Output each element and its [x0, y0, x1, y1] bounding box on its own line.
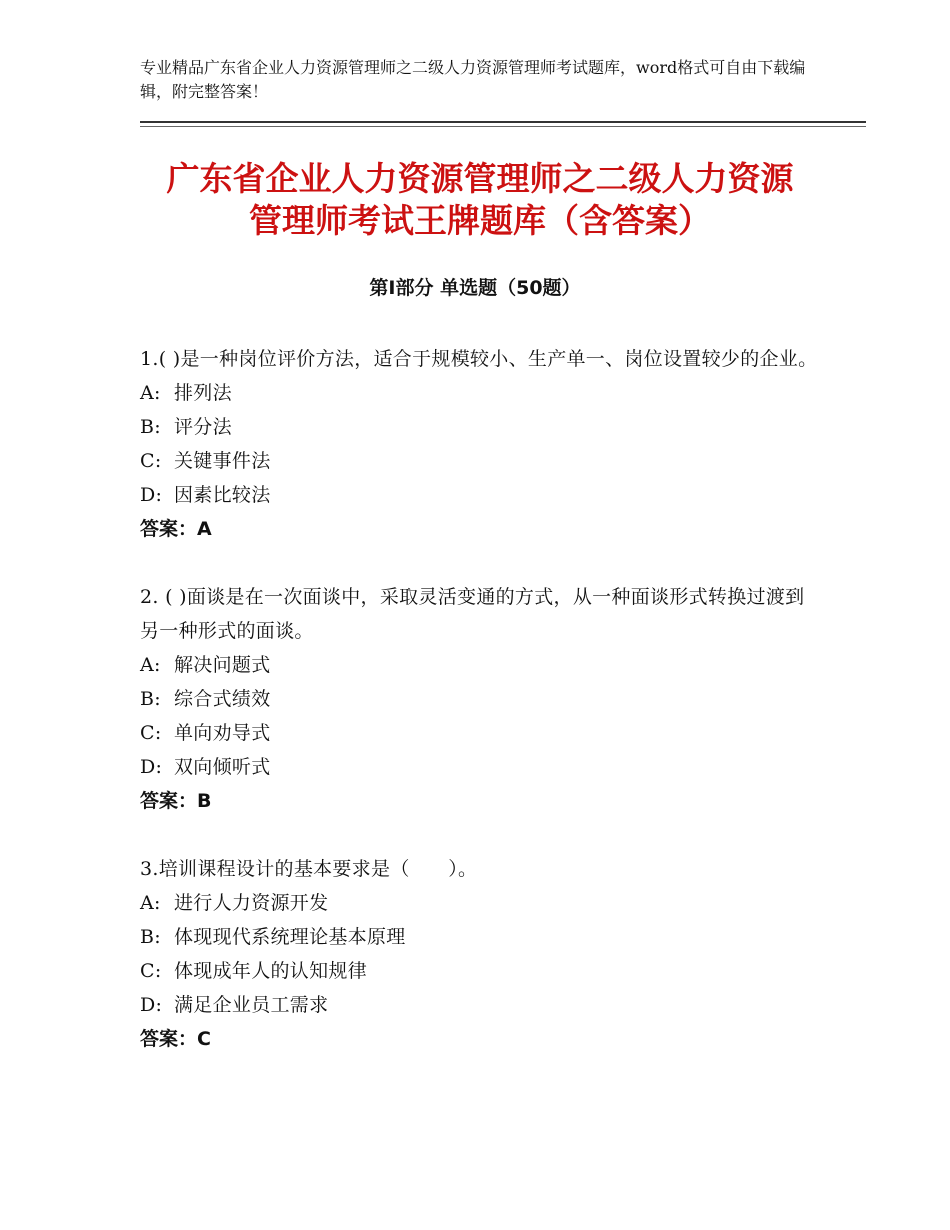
question-3 — [140, 852, 820, 1056]
document-title-line-1: 广东省企业人力资源管理师之二级人力资源 — [166, 159, 794, 198]
header-rule-thin — [140, 126, 866, 127]
option-letter: B: — [140, 926, 161, 948]
option-b — [140, 682, 820, 716]
question-answer: 答案：A — [140, 518, 212, 540]
option-c — [140, 954, 820, 988]
option-text: 进行人力资源开发 — [174, 892, 329, 914]
option-text: 体现现代系统理论基本原理 — [174, 926, 406, 948]
option-letter: A: — [140, 654, 161, 676]
option-c — [140, 444, 820, 478]
option-text: 排列法 — [174, 382, 232, 404]
document-title-line-2: 管理师考试王牌题库（含答案） — [249, 201, 711, 240]
option-letter: C: — [140, 450, 162, 472]
header-note: 专业精品广东省企业人力资源管理师之二级人力资源管理师考试题库，word格式可自由下载编辑，附完整答案！ — [140, 58, 806, 101]
option-text: 评分法 — [174, 416, 232, 438]
option-d — [140, 478, 820, 512]
question-1 — [140, 342, 820, 546]
option-text: 体现成年人的认知规律 — [174, 960, 368, 982]
option-a — [140, 886, 820, 920]
option-b — [140, 410, 820, 444]
question-stem: 1.( )是一种岗位评价方法，适合于规模较小、生产单一、岗位设置较少的企业。 — [140, 348, 818, 370]
option-letter: A: — [140, 382, 161, 404]
question-stem: 2. ( )面谈是在一次面谈中，采取灵活变通的方式，从一种面谈形式转换过渡到另一种形式的面谈。 — [140, 586, 805, 642]
option-text: 满足企业员工需求 — [174, 994, 329, 1016]
question-2 — [140, 580, 820, 818]
option-letter: B: — [140, 416, 161, 438]
option-b — [140, 920, 820, 954]
option-letter: A: — [140, 892, 161, 914]
option-c — [140, 716, 820, 750]
document-title — [100, 158, 860, 242]
question-answer: 答案：B — [140, 790, 212, 812]
option-letter: D: — [140, 994, 163, 1016]
question-answer: 答案：C — [140, 1028, 211, 1050]
option-letter: B: — [140, 688, 161, 710]
section-heading: 第Ⅰ部分 单选题（50题） — [369, 277, 581, 299]
option-text: 双向倾听式 — [174, 756, 271, 778]
option-text: 单向劝导式 — [174, 722, 271, 744]
option-letter: C: — [140, 722, 162, 744]
option-letter: D: — [140, 484, 163, 506]
option-letter: D: — [140, 756, 163, 778]
option-text: 综合式绩效 — [174, 688, 271, 710]
option-text: 因素比较法 — [174, 484, 271, 506]
option-a — [140, 648, 820, 682]
header-rule-thick — [140, 121, 866, 123]
question-list — [140, 342, 820, 1090]
question-stem: 3.培训课程设计的基本要求是（ ）。 — [140, 858, 478, 880]
option-d — [140, 988, 820, 1022]
option-text: 解决问题式 — [174, 654, 271, 676]
option-letter: C: — [140, 960, 162, 982]
option-a — [140, 376, 820, 410]
option-d — [140, 750, 820, 784]
option-text: 关键事件法 — [174, 450, 271, 472]
